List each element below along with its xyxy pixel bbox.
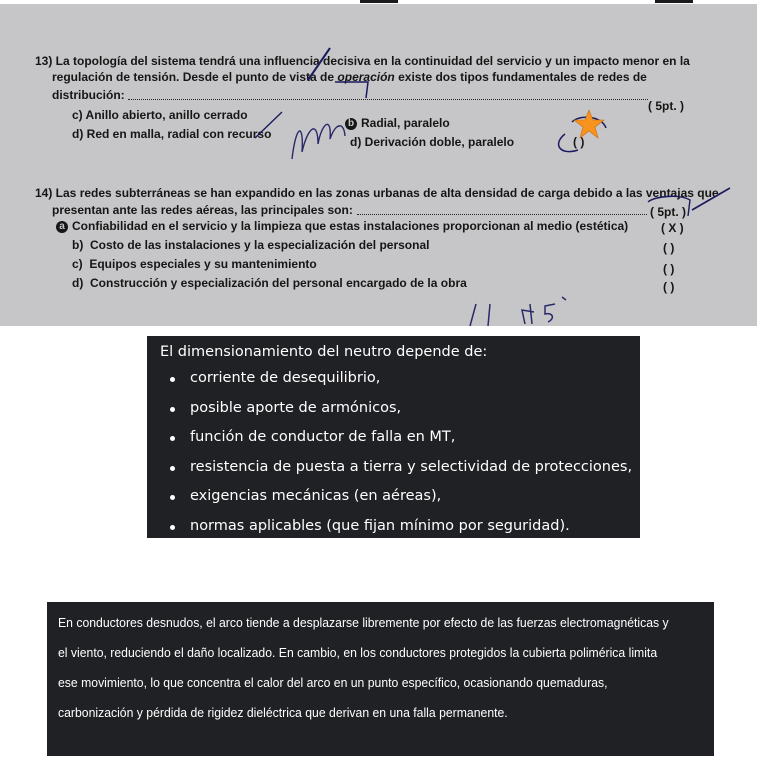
q13-option-b: b Radial, paralelo [345,116,450,130]
q14-option-a: a Confiabilidad en el servicio y la limpieza que estas instalaciones proporcionan al medio (estética) [56,219,628,233]
q14-paren-a: ( X ) [661,221,684,235]
q13-option-c: c) Anillo abierto, anillo cerrado [72,108,248,122]
q13-line1: 13) La topología del sistema tendrá una influencia decisiva en la continuidad del servicio y un impacto menor en la [35,54,690,68]
q14-paren-b: ( ) [663,241,675,255]
exam-scan [0,4,757,326]
q13-option-d2: d) Derivación doble, paralelo [350,135,515,149]
bullet-icon [170,407,175,412]
selected-mark-icon: b [345,118,357,130]
list-item: posible aporte de armónicos, [147,394,632,424]
panel1-heading: El dimensionamiento del neutro depende de: [160,344,488,360]
q13-option-d: d) Red en malla, radial con recurso [72,127,272,141]
q14-line2: presentan ante las redes aéreas, las principales son: [52,203,353,217]
neutral-sizing-panel [147,336,640,538]
q13-answer-paren: ( ) [573,135,585,149]
ink-signature-stroke [255,112,282,138]
star-icon [573,109,605,139]
q14-option-d: d) Construcción y especialización del personal encargado de la obra [72,276,467,290]
q14-paren-c: ( ) [663,262,675,276]
q14-option-c: c) Equipos especiales y su mantenimiento [72,257,317,271]
bullet-icon [170,495,175,500]
ink-score-stroke [470,304,490,326]
edge-mark [655,0,693,3]
ink-score-stroke [522,304,534,324]
q13-line2: regulación de tensión. Desde el punto de vista de operación existe dos tipos fundamentales de redes de [52,70,647,84]
list-item: función de conductor de falla en MT, [147,423,632,453]
ink-signature-stroke [292,124,345,159]
ink-slash-stroke [308,48,330,80]
list-item: corriente de desequilibrio, [147,364,632,394]
q13-points: ( 5pt. ) [648,99,684,113]
list-item: exigencias mecánicas (en aéreas), [147,482,632,512]
list-item: normas aplicables (que fijan mínimo por seguridad). [147,512,632,542]
arc-conductors-text: En conductores desnudos, el arco tiende a desplazarse libremente por efecto de las fuerzas electromagnéticas y el viento, reduciendo el daño localizado. En cambio, en los conductores protegidos la cubierta polimérica limita ese movimiento, lo que concentra el calor del arco en un punto específico, ocasionando quemaduras, carbonización y pérdida de rigidez dieléctrica que derivan en una falla permanente. [58,615,669,720]
selected-mark-icon: a [56,221,68,233]
bullet-icon [170,466,175,471]
bullet-icon [170,377,175,382]
ink-box-stroke [335,82,368,98]
arc-conductors-panel [47,602,714,756]
bullet-icon [170,525,175,530]
ink-check-stroke [648,196,690,216]
q13-line3: distribución: [52,88,125,102]
edge-mark [360,0,398,3]
q14-line1: 14) Las redes subterráneas se han expandido en las zonas urbanas de alta densidad de carga debido a las ventajas que [35,186,719,200]
q13-emphasis: operación [337,70,395,84]
handwriting-marks [0,4,757,326]
bullet-icon [170,436,175,441]
neutral-sizing-list [147,364,632,541]
ink-check-stroke [692,188,730,210]
q14-points: ( 5pt. ) [650,205,686,219]
ink-score-stroke [545,297,566,322]
q14-paren-d: ( ) [663,280,675,294]
q14-option-b: b) Costo de las instalaciones y la especialización del personal [72,238,430,252]
list-item: resistencia de puesta a tierra y selectividad de protecciones, [147,453,632,483]
